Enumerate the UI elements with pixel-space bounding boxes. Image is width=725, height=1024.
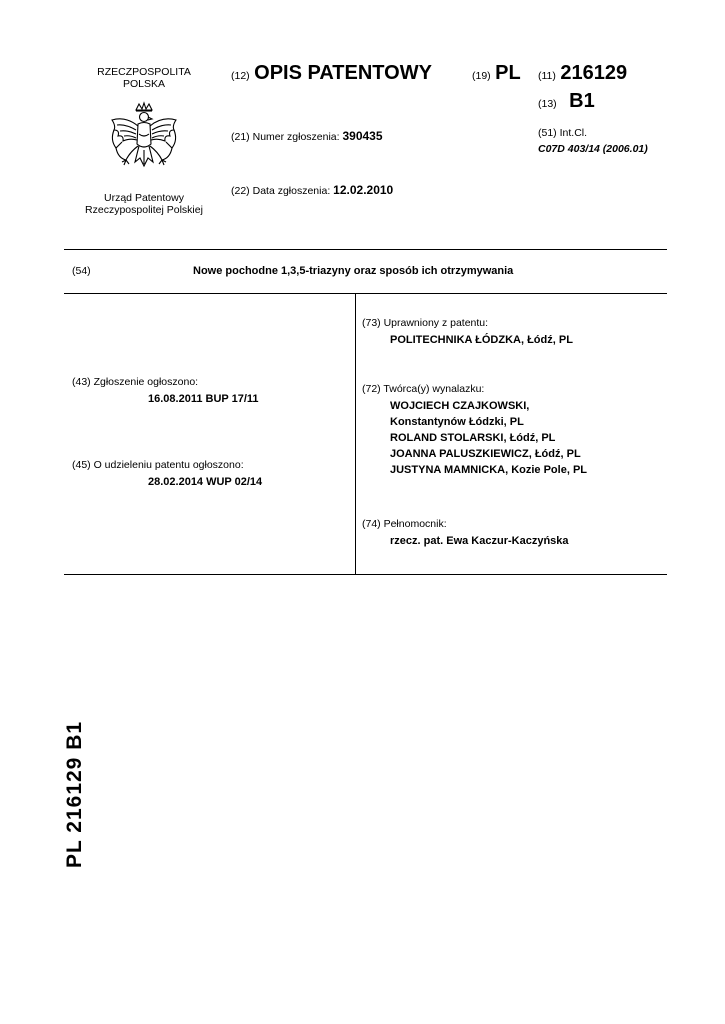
inventor-line: WOJCIECH CZAJKOWSKI, <box>390 400 530 412</box>
code-54: (54) <box>72 265 91 277</box>
column-divider <box>355 293 356 575</box>
country-code-block <box>472 62 521 85</box>
pub43-value: 16.08.2011 BUP 17/11 <box>148 393 259 405</box>
pub45-label: (45) O udzieleniu patentu ogłoszono: <box>72 459 244 471</box>
owner-label: (73) Uprawniony z patentu: <box>362 317 489 329</box>
divider-top <box>64 249 667 250</box>
doc-type: OPIS PATENTOWY <box>254 62 432 84</box>
intcl-label-block <box>538 127 587 139</box>
intcl-value: C07D 403/14 (2006.01) <box>538 143 648 155</box>
filing-date-label: Data zgłoszenia: <box>252 185 331 197</box>
issuer-country-line2: POLSKA <box>122 78 166 90</box>
patent-number-block <box>538 62 627 85</box>
filing-date-block <box>231 183 393 197</box>
app-number: 390435 <box>342 129 383 143</box>
inventor-line: Konstantynów Łódzki, PL <box>390 416 524 428</box>
divider-title <box>64 293 667 294</box>
app-number-block <box>231 129 383 143</box>
attorney-value: rzecz. pat. Ewa Kaczur-Kaczyńska <box>390 535 569 547</box>
issuer-country-line1: RZECZPOSPOLITA <box>97 66 191 78</box>
invention-title: Nowe pochodne 1,3,5-triazyny oraz sposób ich otrzymywania <box>193 265 514 277</box>
code-12: (12) <box>231 70 250 82</box>
kind-code: B1 <box>569 90 595 112</box>
eagle-emblem-icon <box>106 100 182 186</box>
patent-number: 216129 <box>560 62 628 84</box>
issuer-office-line1: Urząd Patentowy <box>104 192 184 204</box>
doc-type-block <box>231 62 432 85</box>
app-number-label: Numer zgłoszenia: <box>252 131 340 143</box>
code-19: (19) <box>472 70 491 82</box>
owner-value: POLITECHNIKA ŁÓDZKA, Łódź, PL <box>390 334 573 346</box>
filing-date: 12.02.2010 <box>333 183 394 197</box>
code-21: (21) <box>231 131 250 143</box>
pub43-label: (43) Zgłoszenie ogłoszono: <box>72 376 199 388</box>
country-code: PL <box>495 62 521 84</box>
inventors-label: (72) Twórca(y) wynalazku: <box>362 383 485 395</box>
code-11: (11) <box>538 70 556 82</box>
inventor-line: ROLAND STOLARSKI, Łódź, PL <box>390 432 556 444</box>
code-13: (13) <box>538 98 557 110</box>
kind-code-block <box>538 90 595 113</box>
divider-bottom <box>64 574 667 575</box>
issuer-office-line2: Rzeczypospolitej Polskiej <box>85 204 203 216</box>
code-22: (22) <box>231 185 250 197</box>
attorney-label: (74) Pełnomocnik: <box>362 518 447 530</box>
side-patent-label: PL 216129 B1 <box>63 720 86 868</box>
code-51: (51) <box>538 127 557 139</box>
intcl-label: Int.Cl. <box>559 127 588 139</box>
inventor-line: JUSTYNA MAMNICKA, Kozie Pole, PL <box>390 464 587 476</box>
inventor-line: JOANNA PALUSZKIEWICZ, Łódź, PL <box>390 448 581 460</box>
pub45-value: 28.02.2014 WUP 02/14 <box>148 476 263 488</box>
